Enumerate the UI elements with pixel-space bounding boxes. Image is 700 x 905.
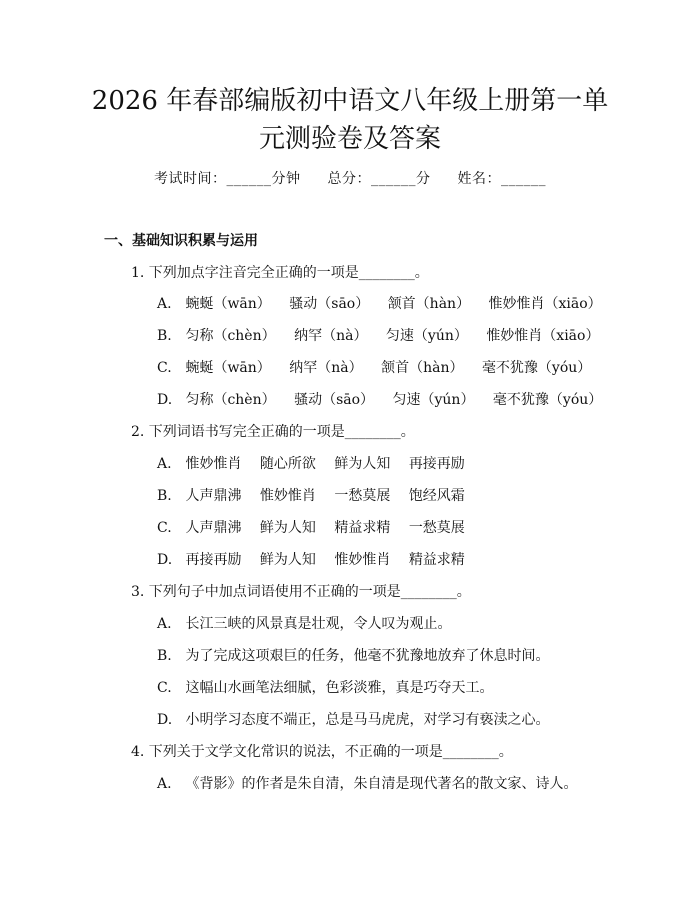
option-item: 再接再励 (408, 456, 465, 472)
question-2-stem: 2. 下列词语书写完全正确的一项是________。 (131, 424, 415, 440)
question-4-stem: 4. 下列关于文学文化常识的说法，不正确的一项是________。 (131, 744, 513, 760)
option-letter: B. (157, 328, 172, 344)
option-item: 鲜为人知 (334, 456, 391, 472)
option-letter: D. (157, 552, 173, 568)
section-heading: 一、基础知识积累与运用 (104, 233, 258, 249)
exam-score: 总分：______分 (327, 171, 431, 187)
question-1-option-a (157, 293, 616, 313)
option-item: 一愁莫展 (408, 520, 465, 536)
title-line-1: 2026 年春部编版初中语文八年级上册第一单 (91, 86, 609, 116)
option-letter: D. (157, 712, 173, 728)
question-4-option-a (157, 773, 591, 793)
title-line-2: 元测验卷及答案 (258, 124, 441, 154)
option-item: 长江三峡的风景真是壮观，令人叹为观止。 (185, 616, 452, 632)
option-item: 鲜为人知 (259, 520, 316, 536)
option-item: 纳罕（nà） (294, 328, 368, 344)
option-letter: A. (157, 616, 172, 632)
option-letter: C. (157, 680, 172, 696)
question-1-stem: 1. 下列加点字注音完全正确的一项是________。 (131, 265, 429, 281)
option-item: 蜿蜒（wān） (185, 360, 271, 376)
question-1-option-d (157, 389, 616, 409)
question-1-option-b (157, 325, 613, 345)
question-3-stem: 3. 下列句子中加点词语使用不正确的一项是________。 (131, 584, 471, 600)
question-2-option-b (157, 485, 479, 505)
question-2-option-c (157, 517, 479, 537)
option-item: 人声鼎沸 (185, 488, 242, 504)
option-letter: B. (157, 648, 172, 664)
option-item: 《背影》的作者是朱自清，朱自清是现代著名的散文家、诗人。 (185, 776, 578, 792)
option-item: 小明学习态度不端正，总是马马虎虎，对学习有亵渎之心。 (185, 712, 550, 728)
option-item: 匀称（chèn） (185, 392, 276, 408)
option-item: 饱经风霜 (408, 488, 465, 504)
option-letter: A. (157, 456, 172, 472)
question-3-option-d (157, 709, 563, 729)
option-item: 这幅山水画笔法细腻，色彩淡雅，真是巧夺天工。 (185, 680, 494, 696)
exam-info (0, 168, 700, 188)
option-letter: A. (157, 776, 172, 792)
option-item: 惟妙惟肖（xiāo） (488, 296, 602, 312)
option-item: 一愁莫展 (334, 488, 391, 504)
option-item: 毫不犹豫（yóu） (492, 392, 603, 408)
option-item: 惟妙惟肖 (334, 552, 391, 568)
option-item: 颔首（hàn） (381, 360, 464, 376)
option-letter: C. (157, 360, 172, 376)
option-item: 精益求精 (334, 520, 391, 536)
option-item: 惟妙惟肖 (259, 488, 316, 504)
question-3-option-c (157, 677, 507, 697)
question-3-option-a (157, 613, 465, 633)
option-item: 匀速（yún） (385, 328, 468, 344)
option-item: 匀速（yún） (392, 392, 475, 408)
option-letter: A. (157, 296, 172, 312)
option-item: 惟妙惟肖 (185, 456, 242, 472)
option-letter: C. (157, 520, 172, 536)
option-letter: D. (157, 392, 173, 408)
question-2-option-a (157, 453, 479, 473)
option-item: 随心所欲 (259, 456, 316, 472)
option-item: 再接再励 (185, 552, 242, 568)
student-name: 姓名：______ (457, 171, 546, 187)
option-item: 纳罕（nà） (289, 360, 363, 376)
option-item: 颔首（hàn） (387, 296, 471, 312)
option-item: 蜿蜒（wān） (185, 296, 271, 312)
option-item: 骚动（sāo） (294, 392, 375, 408)
option-item: 精益求精 (408, 552, 465, 568)
exam-time: 考试时间：______分钟 (154, 171, 301, 187)
option-item: 毫不犹豫（yóu） (481, 360, 592, 376)
option-item: 鲜为人知 (259, 552, 316, 568)
option-item: 为了完成这项艰巨的任务，他毫不犹豫地放弃了休息时间。 (185, 648, 550, 664)
document-title (60, 82, 640, 158)
option-item: 人声鼎沸 (185, 520, 242, 536)
option-item: 骚动（sāo） (289, 296, 370, 312)
question-3-option-b (157, 645, 563, 665)
question-1-option-c (157, 357, 605, 377)
option-letter: B. (157, 488, 172, 504)
option-item: 惟妙惟肖（xiāo） (486, 328, 600, 344)
option-item: 匀称（chèn） (185, 328, 276, 344)
question-2-option-d (157, 549, 479, 569)
